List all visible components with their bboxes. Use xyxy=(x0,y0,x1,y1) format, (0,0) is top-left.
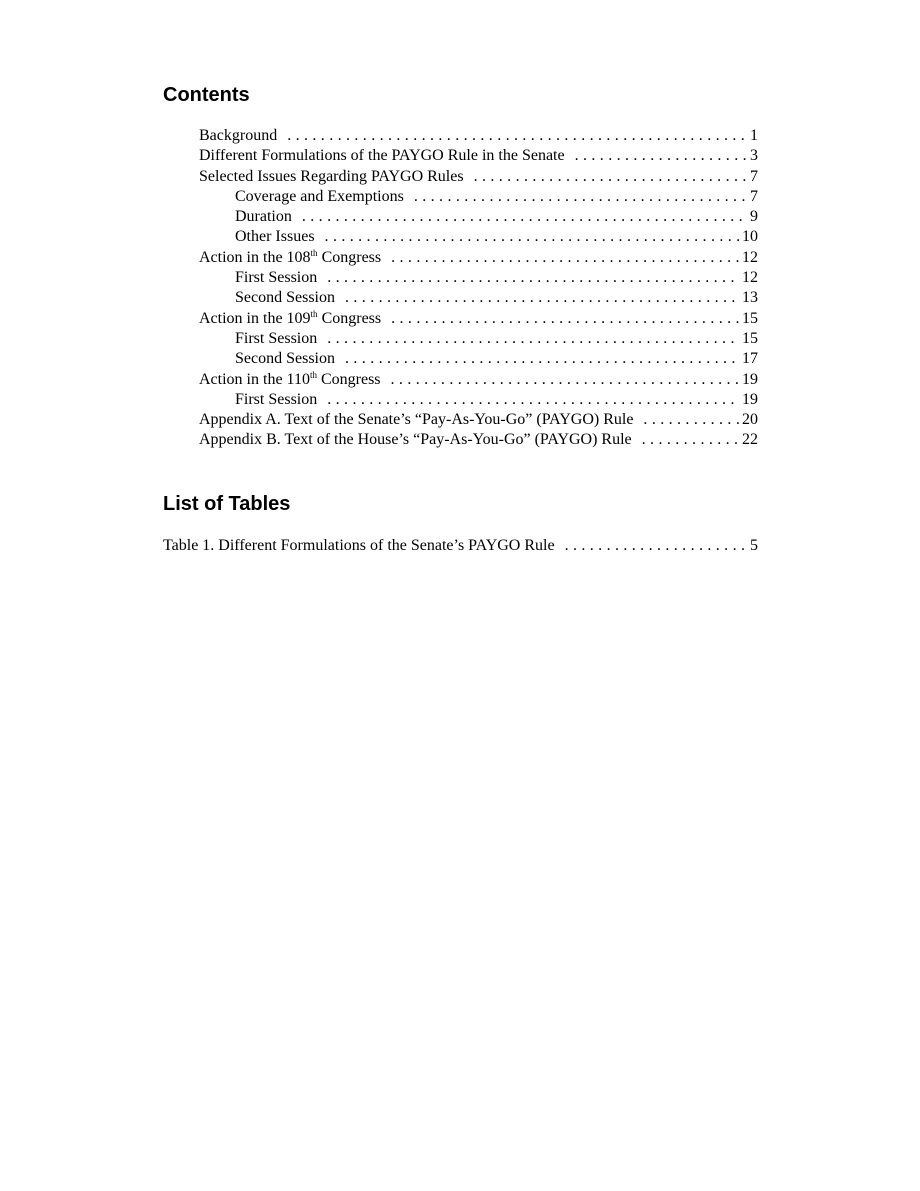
entry-label: Table 1. Different Formulations of the Senate’s PAYGO Rule xyxy=(163,537,555,554)
contents-heading: Contents xyxy=(163,84,250,106)
page-number: 5 xyxy=(750,537,758,554)
entry-label: Second Session xyxy=(235,350,335,368)
page-number: 17 xyxy=(742,350,758,368)
page-number: 3 xyxy=(750,147,758,165)
page-number: 20 xyxy=(742,411,758,429)
entry-label xyxy=(199,309,381,329)
page-number: 12 xyxy=(742,269,758,287)
entry-label: Background xyxy=(199,127,278,144)
entry-label xyxy=(199,370,381,390)
dot-leader xyxy=(474,167,748,187)
page-number: 19 xyxy=(742,370,758,388)
toc-entry[interactable] xyxy=(163,349,758,369)
entry-label: Other Issues xyxy=(235,228,315,246)
entry-label: First Session xyxy=(235,329,318,347)
dot-leader xyxy=(325,227,740,247)
toc-entry[interactable] xyxy=(163,227,758,247)
toc-entry[interactable] xyxy=(163,329,758,349)
toc-entry[interactable] xyxy=(163,309,758,329)
dot-leader xyxy=(327,390,740,410)
page-number: 1 xyxy=(750,127,758,144)
entry-label-text: Congress xyxy=(317,248,382,266)
entry-label-text: Congress xyxy=(317,309,382,327)
dot-leader xyxy=(643,410,740,430)
page-number: 12 xyxy=(742,248,758,266)
entry-label: Duration xyxy=(235,208,292,226)
toc-entry[interactable] xyxy=(163,167,758,187)
entry-label: Coverage and Exemptions xyxy=(235,187,404,205)
toc-entry[interactable] xyxy=(163,207,758,227)
page-number: 9 xyxy=(750,208,758,226)
page-number: 22 xyxy=(742,431,758,449)
toc-entry[interactable] xyxy=(163,187,758,207)
entry-label-text: Congress xyxy=(316,370,381,388)
entry-label-text: Action in the 110 xyxy=(199,370,310,388)
entry-label xyxy=(199,248,381,268)
dot-leader xyxy=(391,248,740,268)
page-number: 10 xyxy=(742,228,758,246)
dot-leader xyxy=(642,430,740,450)
toc-entry[interactable] xyxy=(163,430,758,450)
entry-label: Different Formulations of the PAYGO Rule in the Senate xyxy=(199,147,565,165)
ordinal-suffix: th xyxy=(310,308,318,319)
toc-entry[interactable] xyxy=(163,370,758,390)
ordinal-suffix: th xyxy=(309,369,317,380)
toc-entry[interactable] xyxy=(163,268,758,288)
toc-entry[interactable] xyxy=(163,146,758,166)
toc-entry[interactable] xyxy=(163,248,758,268)
dot-leader xyxy=(391,370,740,390)
dot-leader xyxy=(302,207,748,227)
table-of-contents xyxy=(163,126,758,451)
entry-label-text: Action in the 108 xyxy=(199,248,311,266)
dot-leader xyxy=(327,268,740,288)
entry-label: First Session xyxy=(235,390,318,408)
toc-entry[interactable] xyxy=(163,288,758,308)
ordinal-suffix: th xyxy=(310,247,318,258)
toc-entry[interactable] xyxy=(163,126,758,146)
page-number: 7 xyxy=(750,167,758,185)
entry-label: Appendix B. Text of the House’s “Pay-As-You-Go” (PAYGO) Rule xyxy=(199,431,632,449)
dot-leader xyxy=(575,146,748,166)
page-number: 15 xyxy=(742,309,758,327)
dot-leader xyxy=(414,187,748,207)
dot-leader xyxy=(345,288,740,308)
entry-label: Second Session xyxy=(235,289,335,307)
entry-label: First Session xyxy=(235,269,318,287)
dot-leader xyxy=(345,349,740,369)
entry-label: Selected Issues Regarding PAYGO Rules xyxy=(199,167,464,185)
page-number: 13 xyxy=(742,289,758,307)
entry-label: Appendix A. Text of the Senate’s “Pay-As-You-Go” (PAYGO) Rule xyxy=(199,411,634,429)
page-number: 15 xyxy=(742,329,758,347)
list-of-tables-heading: List of Tables xyxy=(163,493,291,515)
list-of-tables xyxy=(163,536,758,556)
dot-leader xyxy=(287,126,748,146)
table-list-entry[interactable] xyxy=(163,536,758,556)
dot-leader xyxy=(391,309,740,329)
toc-entry[interactable] xyxy=(163,410,758,430)
dot-leader xyxy=(327,329,740,349)
page-number: 7 xyxy=(750,187,758,205)
toc-entry[interactable] xyxy=(163,390,758,410)
page-number: 19 xyxy=(742,390,758,408)
entry-label-text: Action in the 109 xyxy=(199,309,311,327)
dot-leader xyxy=(565,536,748,556)
